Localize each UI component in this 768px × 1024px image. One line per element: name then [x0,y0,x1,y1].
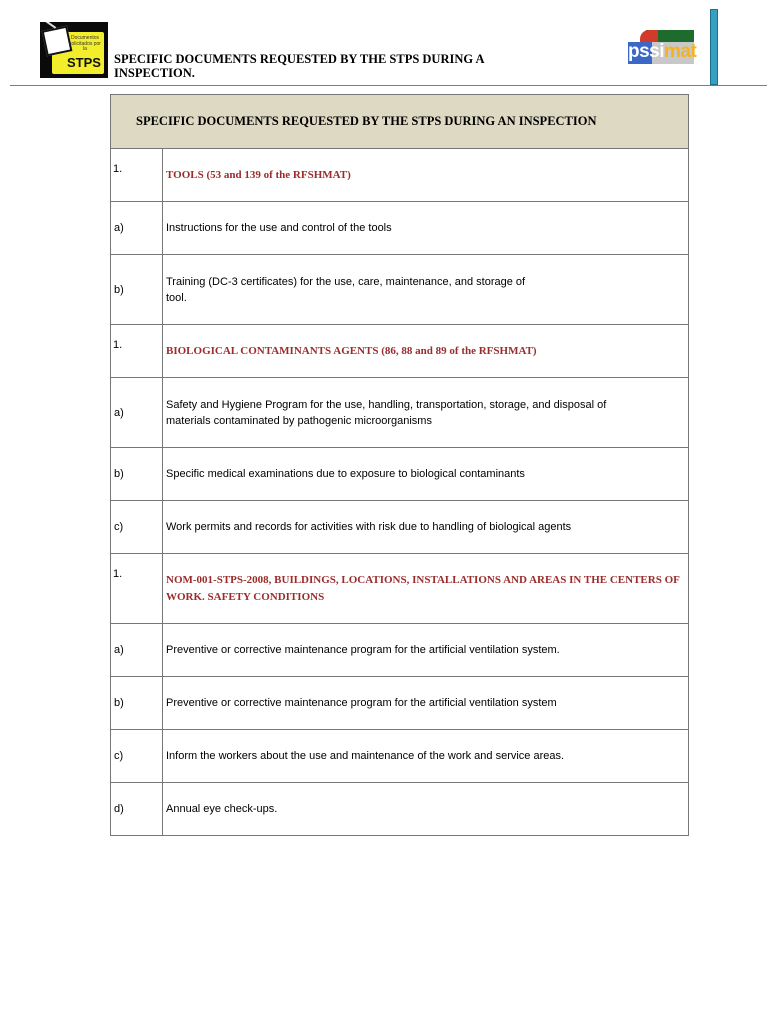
logo-word-b: mat [664,41,697,62]
pssimat-logo [626,30,696,70]
row-marker: b) [111,448,163,501]
logo-small-text: Documentos solicitados por la [69,35,101,52]
section-title: BIOLOGICAL CONTAMINANTS AGENTS (86, 88 and 89 of the RFSHMAT) [163,325,689,378]
header-accent-bar [710,9,718,85]
row-marker: 1. [111,554,163,624]
row-marker: a) [111,378,163,448]
row-marker: 1. [111,325,163,378]
row-marker: b) [111,255,163,325]
row-text: Inform the workers about the use and maintenance of the work and service areas. [163,730,689,783]
table-row [111,624,689,677]
table-row [111,325,689,378]
row-marker: d) [111,783,163,836]
row-marker: c) [111,501,163,554]
row-text: Training (DC-3 certificates) for the use, care, maintenance, and storage of tool. [163,255,689,325]
row-marker: a) [111,202,163,255]
table-row [111,554,689,624]
row-text: Preventive or corrective maintenance program for the artificial ventilation system. [163,624,689,677]
documents-table [110,94,689,836]
table-heading-row [111,95,689,149]
table-row [111,677,689,730]
table-row [111,149,689,202]
table-row [111,448,689,501]
page-title [114,52,514,80]
section-title: NOM-001-STPS-2008, BUILDINGS, LOCATIONS, INSTALLATIONS AND AREAS IN THE CENTERS OF WORK. SAFETY CONDITIONS [163,554,689,624]
table-row [111,255,689,325]
row-text: Instructions for the use and control of the tools [163,202,689,255]
logo-big-text: STPS [67,55,101,70]
table-row [111,783,689,836]
row-text: Preventive or corrective maintenance program for the artificial ventilation system [163,677,689,730]
table-row [111,730,689,783]
logo-wordmark [628,41,696,63]
row-marker: b) [111,677,163,730]
page-title-line2: INSPECTION. [114,66,195,80]
table-row [111,501,689,554]
header-divider [10,85,767,86]
section-title: TOOLS (53 and 139 of the RFSHMAT) [163,149,689,202]
row-marker: c) [111,730,163,783]
table-row [111,202,689,255]
logo-word-a: pssi [628,41,665,62]
table-row [111,378,689,448]
page-title-line1: SPECIFIC DOCUMENTS REQUESTED BY THE STPS DURING A [114,52,485,66]
stps-logo [40,22,108,78]
row-text: Annual eye check-ups. [163,783,689,836]
row-text: Specific medical examinations due to exposure to biological contaminants [163,448,689,501]
table-heading: SPECIFIC DOCUMENTS REQUESTED BY THE STPS DURING AN INSPECTION [111,95,689,149]
row-marker: 1. [111,149,163,202]
row-marker: a) [111,624,163,677]
row-text: Work permits and records for activities with risk due to handling of biological agents [163,501,689,554]
row-text: Safety and Hygiene Program for the use, handling, transportation, storage, and disposal of materials contaminated by pathogenic microorganisms [163,378,689,448]
